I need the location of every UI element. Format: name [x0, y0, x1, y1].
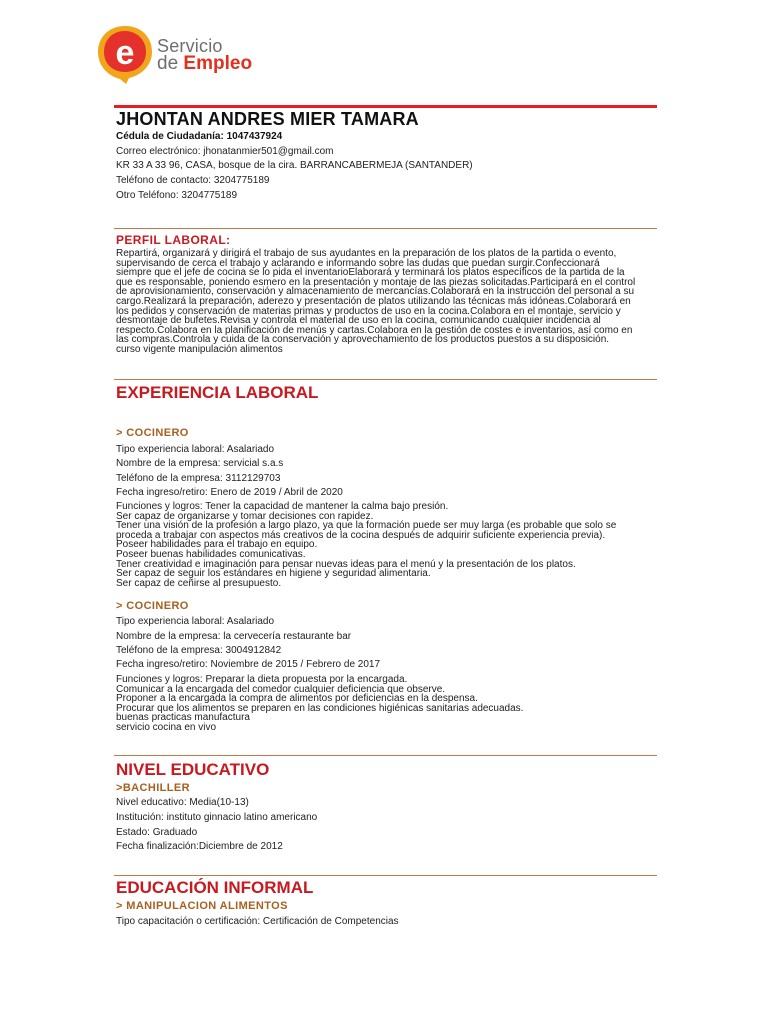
header-divider [114, 105, 657, 108]
profile-line: que es responsable, poniendo esmero en la presentación y montaje de las piezas solicitadas.Participará en el control [116, 276, 636, 288]
profile-line: los pedidos y conservación de materias primas y productos de uso en la cocina.Colabora en el montaje, servicio y [116, 305, 621, 317]
job-phone: Teléfono de la empresa: 3004912842 [116, 645, 282, 656]
job-dates: Fecha ingreso/retiro: Noviembre de 2015 / Febrero de 2017 [116, 659, 381, 670]
candidate-other-phone: Otro Teléfono: 3204775189 [116, 190, 238, 201]
candidate-name: JHONTAN ANDRES MIER TAMARA [116, 109, 419, 129]
profile-line: supervisando de cerca el trabajo y aclarando e informando sobre las dudas que puedan surgir.Confeccionará [116, 257, 600, 269]
job-function-line: Ser capaz de seguir los estándares en higiene y seguridad alimentaria. [116, 568, 431, 580]
job-function-line: Funciones y logros: Tener la capacidad de mantener la calma bajo presión. [116, 501, 449, 512]
experience-heading: EXPERIENCIA LABORAL [116, 383, 319, 402]
logo-line-1: Servicio [157, 36, 223, 56]
job-function-line: buenas practicas manufactura [116, 712, 250, 724]
profile-line: curso vigente manipulación alimentos [116, 343, 283, 355]
job-function-line: Tener una visión de la profesión a largo plazo, ya que la formación puede ser muy larga (es probable que solo se [116, 520, 617, 532]
job-type: Tipo experiencia laboral: Asalariado [116, 444, 275, 455]
job-title: > COCINERO [116, 600, 189, 612]
informal-education-heading: EDUCACIÓN INFORMAL [116, 878, 314, 897]
job-function-line: Procurar que los alimentos se preparen en las condiciones higiénicas sanitarias adecuadas. [116, 702, 524, 714]
education-level: Nivel educativo: Media(10-13) [116, 797, 249, 808]
logo-line-2 [157, 55, 252, 72]
job-function-line: Proponer a la encargada la compra de alimentos por deficiencias en la despensa. [116, 693, 478, 705]
section-divider [114, 379, 657, 380]
job-phone: Teléfono de la empresa: 3112129703 [116, 473, 281, 484]
job-function-line: Poseer buenas habilidades comunicativas. [116, 548, 306, 560]
candidate-phone: Teléfono de contacto: 3204775189 [116, 175, 270, 186]
job-type: Tipo experiencia laboral: Asalariado [116, 616, 275, 627]
job-function-line: Ser capaz de ceñirse al presupuesto. [116, 577, 282, 589]
informal-education-title: > MANIPULACION ALIMENTOS [116, 900, 288, 912]
candidate-address: KR 33 A 33 96, CASA, bosque de la cira. BARRANCABERMEJA (SANTANDER) [116, 160, 473, 171]
job-function-line: servicio cocina en vivo [116, 721, 217, 733]
job-function-line: Ser capaz de organizarse y tomar decisiones con rapidez. [116, 510, 374, 522]
job-functions [116, 675, 656, 733]
logo-line-2-accent: Empleo [183, 53, 253, 74]
servicio-de-empleo-logo [96, 24, 266, 86]
informal-education-type: Tipo capacitación o certificación: Certificación de Competencias [116, 916, 399, 927]
education-heading: NIVEL EDUCATIVO [116, 760, 270, 779]
profile-line: Repartirá, organizará y dirigirá el trabajo de sus ayudantes en la preparación de los platos de la partida o evento, [116, 248, 617, 259]
education-title: >BACHILLER [116, 782, 190, 794]
job-company: Nombre de la empresa: servicial s.a.s [116, 458, 284, 469]
profile-line: cargo.Realizará la preparación, aderezo y presentación de platos utilizando las técnicas más idóneas.Colaborará en [116, 295, 631, 307]
candidate-id: Cédula de Ciudadanía: 1047437924 [116, 131, 283, 142]
job-functions [116, 502, 656, 588]
job-function-line: Tener creatividad e imaginación para pensar nuevas ideas para el menú y la presentación de los platos. [116, 558, 576, 570]
logo-e-icon [96, 24, 154, 84]
education-institution: Institución: instituto ginnacio latino americano [116, 812, 318, 823]
profile-line: de aprovisionamiento, conservación y almacenamiento de mercancías.Colaborará en la instrucción del personal a su [116, 286, 635, 298]
job-function-line: Comunicar a la encargada del comedor cualquier deficiencia que observe. [116, 683, 446, 695]
job-company: Nombre de la empresa: la cervecería restaurante bar [116, 631, 352, 642]
section-divider [114, 755, 657, 756]
section-divider [114, 228, 657, 229]
job-function-line: proceda a trabajar con aspectos más creativos de la cocina después de adquirir suficiente experiencia previa). [116, 529, 606, 541]
job-title: > COCINERO [116, 427, 189, 439]
job-function-line: Funciones y logros: Preparar la dieta propuesta por la encargada. [116, 674, 408, 685]
logo-line-2-prefix: de [157, 53, 184, 74]
svg-text:e: e [115, 34, 135, 72]
profile-line: desmontaje de bufetes.Revisa y controla el material de uso en la cocina, comunicando cualquier incidencia al [116, 315, 601, 327]
education-status: Estado: Graduado [116, 827, 198, 838]
candidate-email: Correo electrónico: jhonatanmier501@gmail.com [116, 146, 334, 157]
profile-heading: PERFIL LABORAL: [116, 233, 231, 247]
job-function-line: Poseer habilidades para el trabajo en equipo. [116, 539, 318, 551]
profile-line: siempre que el jefe de cocina se lo pida el inventarioElaborará y terminará los platos específicos de la partida de la [116, 267, 625, 279]
job-dates: Fecha ingreso/retiro: Enero de 2019 / Abril de 2020 [116, 487, 343, 498]
profile-line: las compras.Controla y cuida de la conservación y aprovechamiento de los productos puestos a su disposición. [116, 334, 610, 346]
profile-text [116, 249, 656, 355]
profile-line: respecto.Colabora en la planificación de menús y cartas.Colabora en la gestión de costes e inventarios, así como en [116, 324, 633, 336]
logo-wordmark [157, 38, 252, 72]
section-divider [114, 875, 657, 876]
education-end-date: Fecha finalización:Diciembre de 2012 [116, 841, 283, 852]
